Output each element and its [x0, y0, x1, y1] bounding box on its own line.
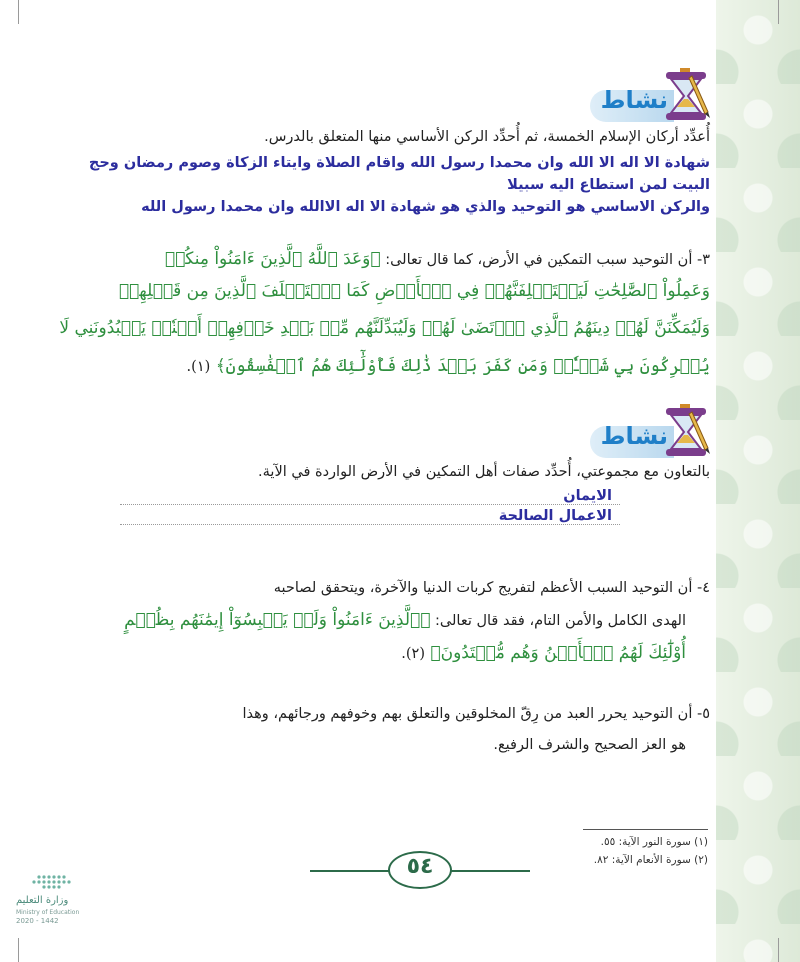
answer-dotted-line: [120, 524, 620, 525]
quran-verse: ﴿ٱلَّذِينَ ءَامَنُواْ وَلَمۡ يَلۡبِسُوٓاْ إِيمَٰنَهُم بِظُلۡمٍ: [124, 610, 431, 630]
quran-verse-last: [401, 643, 686, 663]
footnote-ref: (١).: [186, 359, 211, 375]
point3-intro-text: ٣- أن التوحيد سبب التمكين في الأرض، كما قال تعالى:: [385, 252, 710, 268]
quran-verse: يُشۡرِكُونَ بِي شَيۡـٔٗاۚ وَمَن كَفَرَ بَعۡدَ ذَٰلِكَ فَأُوْلَٰٓئِكَ هُمُ ٱلۡفَٰسِقُونَ﴾: [215, 356, 710, 376]
activity1-answer-line: شهادة الا اله الا الله وان محمدا رسول الله واقام الصلاة وايتاء الزكاة وصوم رمضان وحج: [88, 155, 710, 171]
ornament-line: [450, 870, 530, 872]
ministry-dots-icon: [30, 873, 74, 891]
point4-intro-text: الهدى الكامل والأمن التام، فقد قال تعالى:: [435, 613, 686, 629]
point5-line: هو العز الصحيح والشرف الرفيع.: [493, 737, 686, 753]
quran-verse: وَعَمِلُواْ ٱلصَّٰلِحَٰتِ لَيَسۡتَخۡلِفَنَّهُمۡ فِي ٱلۡأَرۡضِ كَمَا ٱسۡتَخۡلَفَ ٱلَّذِينَ مِن قَبۡلِهِمۡ: [118, 281, 710, 301]
activity1-answer-line: البيت لمن استطاع اليه سبيلا: [507, 177, 710, 193]
ornament-line: [310, 870, 390, 872]
point5-line: ٥- أن التوحيد يحرر العبد من رِقّ المخلوقين والتعلق بهم وخوفهم ورجائهم، وهذا: [242, 706, 710, 722]
activity-header: [574, 402, 714, 462]
hourglass-pen-icon: [660, 66, 714, 124]
ministry-name-en: Ministry of Education: [16, 909, 80, 916]
quran-verse: أُوْلَٰٓئِكَ لَهُمُ ٱلۡأَمۡنُ وَهُم مُّهۡتَدُونَ﴾: [430, 643, 686, 663]
hourglass-pen-icon: [660, 402, 714, 460]
side-decorative-pattern: [716, 0, 800, 962]
activity2-answer: الايمان: [563, 488, 612, 504]
activity2-task: بالتعاون مع مجموعتي، أُحدِّد صفات أهل التمكين في الأرض الواردة في الآية.: [258, 464, 710, 480]
activity1-answer-line: والركن الاساسي هو التوحيد والذي هو شهادة الا اله الاالله وان محمدا رسول الله: [141, 199, 710, 215]
activity2-answer: الاعمال الصالحة: [498, 508, 612, 524]
footnote-ref: (٢).: [401, 646, 425, 662]
footnote: (١) سورة النور الآية: ٥٥.: [600, 836, 708, 848]
crop-mark: [778, 938, 779, 962]
point4-line2: [124, 610, 686, 630]
quran-verse: ﴿وَعَدَ ٱللَّهُ ٱلَّذِينَ ءَامَنُواْ مِنكُمۡ: [164, 249, 381, 269]
page-number: ٥٤: [406, 854, 434, 879]
ministry-year: 2020 - 1442: [16, 917, 59, 925]
ministry-name-ar: وزارة التعليم: [16, 895, 69, 906]
activity-label: نشاط: [600, 86, 668, 114]
point3-intro: [165, 249, 710, 269]
activity1-task: أُعدِّد أركان الإسلام الخمسة، ثم أُحدِّد الركن الأساسي منها المتعلق بالدرس.: [264, 129, 710, 145]
ministry-logo: [16, 873, 86, 933]
quran-verse: وَلَيُمَكِّنَنَّ لَهُمۡ دِينَهُمُ ٱلَّذِي ٱرۡتَضَىٰ لَهُمۡ وَلَيُبَدِّلَنَّهُم مِّنۢ بَعۡدِ خَوۡفِهِمۡ أَمۡنٗاۚ يَعۡبُدُونَنِي لَا: [59, 318, 710, 338]
quran-verse-last: [187, 355, 710, 376]
page-number-ornament: [310, 848, 530, 892]
point4-line: ٤- أن التوحيد السبب الأعظم لتفريج كربات الدنيا والآخرة، ويتحقق لصاحبه: [273, 580, 710, 596]
answer-dotted-line: [120, 504, 620, 505]
footnote-separator: [583, 829, 708, 830]
activity-header: [574, 66, 714, 126]
activity-label: نشاط: [600, 422, 668, 450]
footnote: (٢) سورة الأنعام الآية: ٨٢.: [593, 854, 708, 866]
crop-mark: [778, 0, 779, 24]
